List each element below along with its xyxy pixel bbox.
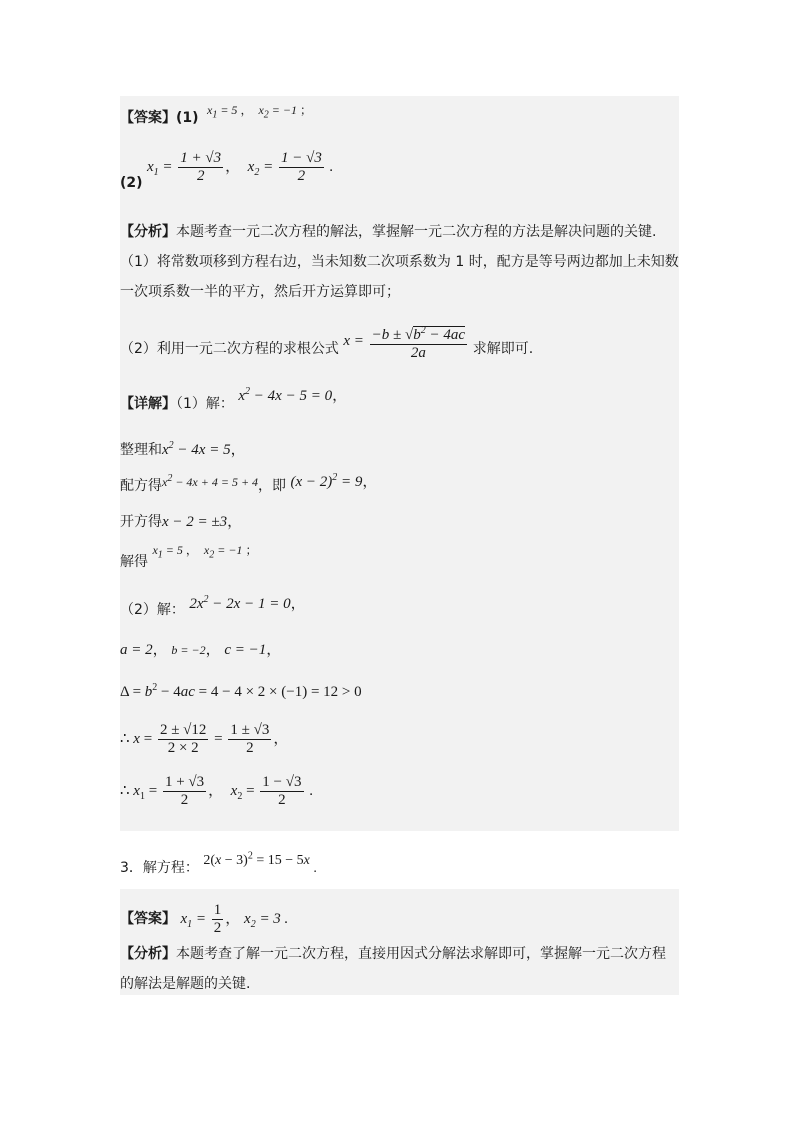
answer-label: 【答案】 <box>120 110 176 126</box>
step-d-eq: $x_1 = 5$ ， $x_2 = -1$ ； <box>152 543 258 561</box>
analysis-label: 【分析】 <box>120 224 176 240</box>
roots: ∴ $x_1$ = $\frac{1 + √3}{2}$ ， $x_2$ = $\frac{1 - √3}{2}$ . <box>120 774 313 808</box>
detail-2-eq: $2x^2 - 2x - 1 = 0$， <box>189 594 306 612</box>
analysis-3-line <box>120 944 666 964</box>
analysis-2-line <box>120 322 533 362</box>
analysis-1a: （1）将常数项移到方程右边，当未知数二次项系数为 1 时，配方是等号两边都加上未知数 <box>120 254 679 270</box>
step-b-line: 配方得$x^2 - 4x + 4 = 5 + 4$，即 $(x - 2)^2 = 9$， <box>120 472 378 494</box>
analysis-2: （2）利用一元二次方程的求根公式 <box>120 341 339 358</box>
answer-part-2: (2) <box>120 174 143 191</box>
analysis-text: 本题考查一元二次方程的解法，掌握解一元二次方程的方法是解决问题的关键. <box>176 224 657 240</box>
answer-3-math: $x_1$ = $\frac{1}{2}$ ， $x_2 = 3$ . <box>180 902 289 936</box>
roots-line <box>120 774 313 809</box>
step-b: 配方得 <box>120 478 162 494</box>
detail-1-eq: $x^2 - 4x - 5 = 0$， <box>238 386 348 404</box>
step-c-line <box>120 512 242 532</box>
question-3-equation: $2(x - 3)^2 = 15 - 5x$ . <box>203 850 317 876</box>
step-a: 整理和 <box>120 442 162 458</box>
analysis-3-label: 【分析】 <box>120 946 176 962</box>
step-a-eq: $x^2 - 4x = 5$， <box>162 440 246 458</box>
solution-panel-1 <box>120 96 679 831</box>
answer-line-2 <box>120 150 334 191</box>
step-b-eq1: $x^2 - 4x + 4 = 5 + 4$ <box>162 473 259 489</box>
delta-line <box>120 678 362 702</box>
coef-line <box>120 640 281 660</box>
question-3 <box>120 846 317 876</box>
analysis-1b: 一次项系数一半的平方，然后开方运算即可； <box>120 284 400 300</box>
answer-3-line <box>120 902 288 937</box>
step-c-eq: x − 2 = ±3， <box>162 514 243 530</box>
answer-part-1: (1) <box>176 110 199 126</box>
step-b-eq2: $(x - 2)^2 = 9$， <box>290 472 378 490</box>
x-eq-line <box>120 722 288 757</box>
analysis-2-end: 求解即可. <box>472 341 534 358</box>
detail-1: （1）解： <box>176 396 234 412</box>
answer-line-1 <box>120 103 312 133</box>
step-c: 开方得 <box>120 514 162 530</box>
x-solution: ∴ x = $\frac{2 \pm √12}{2 \times 2}$ = $\frac{1 \pm √3}{2}$ ， <box>120 722 289 756</box>
question-3-label: 3．解方程： <box>120 859 199 876</box>
analysis-3b: 的解法是解题的关键. <box>120 976 251 992</box>
quadratic-formula: x = $\frac{-b \pm √b^2 - 4ac}{2a}$ <box>343 333 472 349</box>
analysis-line <box>120 222 656 242</box>
detail-line <box>120 386 348 414</box>
detail-2-line <box>120 596 306 620</box>
step-d: 解得 <box>120 554 148 570</box>
discriminant: $\Delta = b^2 - 4ac = 4 - 4 \times 2 \times (-1) = 12 > 0$ <box>120 682 362 700</box>
step-d-line <box>120 543 258 571</box>
analysis-3a: 本题考查了解一元二次方程，直接用因式分解法求解即可，掌握解一元二次方程 <box>176 946 666 962</box>
answer-part-1-math: $x_1 = 5$ ， $x_2 = -1$ ； <box>207 103 312 121</box>
answer-part-2-math: $x_1$ = $\frac{1 + √3}{2}$ ， $x_2$ = $\frac{1 - √3}{2}$ . <box>147 150 334 184</box>
detail-label: 【详解】 <box>120 396 176 412</box>
answer-3-label: 【答案】 <box>120 910 176 927</box>
detail-2: （2）解： <box>120 602 185 618</box>
coefficients: a = 2， b = −2， c = −1， <box>120 642 282 658</box>
step-a-line <box>120 436 246 460</box>
